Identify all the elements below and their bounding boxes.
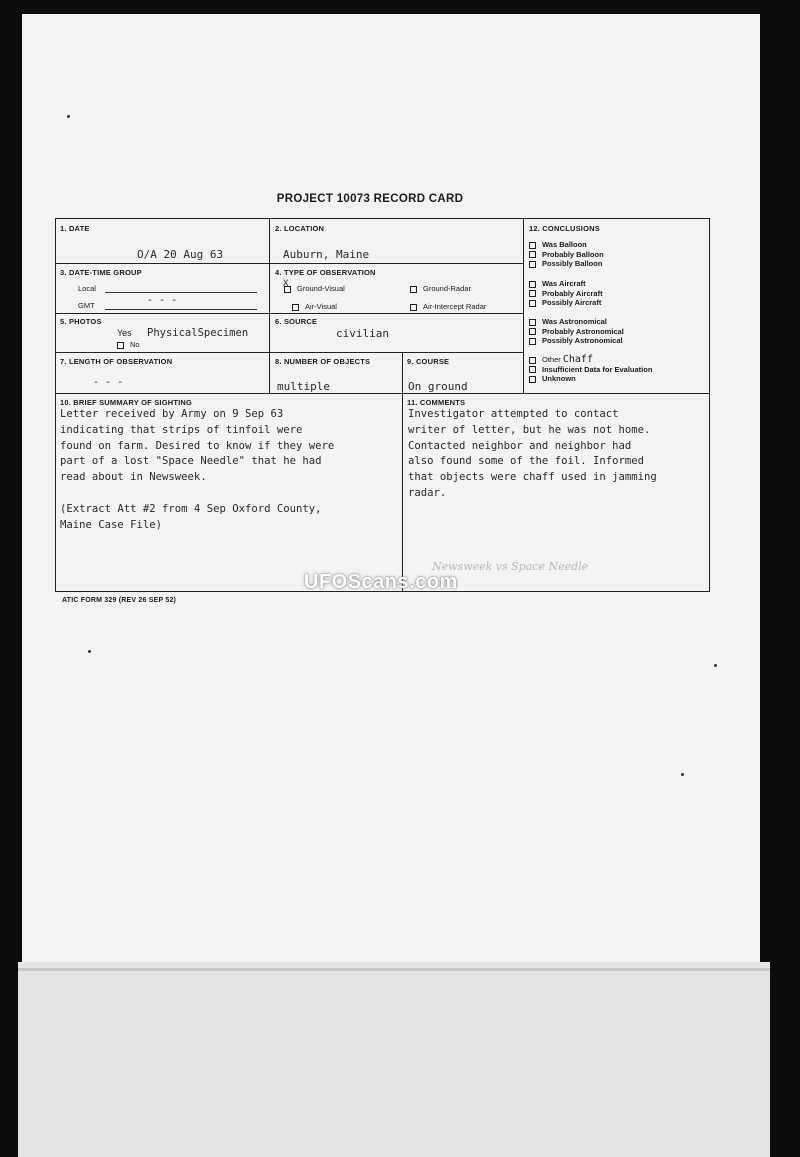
course-label: 9. COURSE xyxy=(407,357,450,366)
gmt-value: - - - xyxy=(147,295,178,306)
checkbox-icon xyxy=(529,290,536,297)
rule-2 xyxy=(55,313,524,314)
vrule-2 xyxy=(523,218,524,393)
checkbox-icon xyxy=(529,366,536,373)
was-astronomical[interactable] xyxy=(529,317,624,327)
possibly-aircraft-label: Possibly Aircraft xyxy=(542,298,602,307)
gmt-line xyxy=(105,309,257,310)
photos-no[interactable] xyxy=(117,340,140,349)
faint-note: Newsweek vs Space Needle xyxy=(432,560,589,573)
obs-air-radar-label: Air-Intercept Radar xyxy=(423,302,487,311)
possibly-astronomical[interactable] xyxy=(529,336,624,346)
rule-3 xyxy=(55,352,524,353)
summary-label: 10. BRIEF SUMMARY OF SIGHTING xyxy=(60,398,193,407)
objects-label: 8. NUMBER OF OBJECTS xyxy=(275,357,371,366)
probably-aircraft-label: Probably Aircraft xyxy=(542,288,603,298)
was-balloon[interactable] xyxy=(529,240,604,250)
card-title: PROJECT 10073 RECORD CARD xyxy=(276,193,464,205)
checkbox-icon xyxy=(529,251,536,258)
checkbox-icon xyxy=(529,376,536,383)
date-label: 1. DATE xyxy=(60,224,90,233)
checkbox-icon xyxy=(529,300,536,307)
photos-no-label: No xyxy=(130,340,140,349)
other-label: Other xyxy=(542,355,561,364)
possibly-balloon-label: Possibly Balloon xyxy=(542,259,603,268)
possibly-balloon[interactable] xyxy=(529,259,604,269)
unknown-label: Unknown xyxy=(542,374,576,383)
rule-4 xyxy=(55,393,710,394)
other-value: Chaff xyxy=(562,354,593,365)
probably-astronomical[interactable] xyxy=(529,327,624,337)
obs-air-visual[interactable] xyxy=(292,302,337,311)
possibly-astronomical-label: Possibly Astronomical xyxy=(542,336,623,345)
watermark: UFOScans.com xyxy=(304,571,458,593)
obs-air-visual-label: Air-Visual xyxy=(305,302,337,311)
physical-specimen: PhysicalSpecimen xyxy=(147,327,249,339)
vrule-1 xyxy=(269,218,270,393)
obs-selected-mark: X xyxy=(283,279,289,289)
speck xyxy=(88,650,91,653)
checkbox-icon xyxy=(529,242,536,249)
dtg-label: 3. DATE-TIME GROUP xyxy=(60,268,142,277)
speck xyxy=(681,773,684,776)
conclusions-balloon-group xyxy=(529,240,604,269)
was-balloon-label: Was Balloon xyxy=(542,240,587,249)
conclusions-other-group xyxy=(529,355,652,384)
checkbox-icon xyxy=(529,328,536,335)
checkbox-icon xyxy=(117,342,124,349)
was-astronomical-label: Was Astronomical xyxy=(542,317,607,326)
length-value: - - - xyxy=(93,377,124,388)
was-aircraft[interactable] xyxy=(529,279,603,289)
length-label: 7. LENGTH OF OBSERVATION xyxy=(60,357,173,366)
source-value: civilian xyxy=(336,327,389,340)
objects-value: multiple xyxy=(277,380,330,393)
local-label: Local xyxy=(78,284,96,293)
probably-astronomical-label: Probably Astronomical xyxy=(542,326,624,336)
source-label: 6. SOURCE xyxy=(275,317,318,326)
location-label: 2. LOCATION xyxy=(275,224,325,233)
checkbox-icon xyxy=(529,357,536,364)
obs-ground-visual-label: Ground-Visual xyxy=(297,284,345,293)
date-value: O/A 20 Aug 63 xyxy=(137,248,224,261)
obs-ground-radar[interactable] xyxy=(410,284,471,293)
insufficient-data-label: Insufficient Data for Evaluation xyxy=(542,364,653,374)
conclusions-astronomical-group xyxy=(529,317,624,346)
possibly-aircraft[interactable] xyxy=(529,298,603,308)
checkbox-icon xyxy=(292,304,299,311)
comments-label: 11. COMMENTS xyxy=(407,398,466,407)
comments-text: Investigator attempted to contact writer of letter, but he was not home. Contacted neighbor and neighbor had also found some of the foil. Informed that objects were chaff used in jamming radar. xyxy=(408,408,657,499)
local-line xyxy=(105,292,257,293)
was-aircraft-label: Was Aircraft xyxy=(542,279,586,288)
gmt-label: GMT xyxy=(78,301,95,310)
checkbox-icon xyxy=(410,286,417,293)
rule-1 xyxy=(55,263,524,264)
checkbox-icon xyxy=(529,281,536,288)
back-sheet xyxy=(18,962,770,1157)
vrule-3 xyxy=(402,352,403,592)
probably-balloon[interactable] xyxy=(529,250,604,260)
course-value: On ground xyxy=(408,380,468,393)
other-option[interactable] xyxy=(529,355,652,365)
photos-label: 5. PHOTOS xyxy=(60,317,102,326)
speck xyxy=(714,664,717,667)
insufficient-data[interactable] xyxy=(529,365,652,375)
speck xyxy=(67,115,70,118)
unknown[interactable] xyxy=(529,374,652,384)
checkbox-icon xyxy=(529,319,536,326)
conclusions-label: 12. CONCLUSIONS xyxy=(529,224,600,233)
checkbox-icon xyxy=(529,261,536,268)
probably-aircraft[interactable] xyxy=(529,289,603,299)
observation-label: 4. TYPE OF OBSERVATION xyxy=(275,268,376,277)
photos-yes: Yes xyxy=(117,328,132,338)
probably-balloon-label: Probably Balloon xyxy=(542,249,604,259)
location-value: Auburn, Maine xyxy=(283,248,370,261)
sheet-edge xyxy=(18,968,770,971)
checkbox-icon xyxy=(529,338,536,345)
checkbox-icon xyxy=(410,304,417,311)
obs-ground-visual[interactable] xyxy=(284,284,345,293)
form-id: ATIC FORM 329 (REV 26 SEP 52) xyxy=(62,597,177,604)
conclusions-aircraft-group xyxy=(529,279,603,308)
obs-ground-radar-label: Ground-Radar xyxy=(423,284,471,293)
summary-text: Letter received by Army on 9 Sep 63 indicating that strips of tinfoil were found on farm. Desired to know if they were part of a lost "Space Needle" that he had read about in Newsweek. (Extract Att #2 from 4 Sep Oxford County, Maine Case File) xyxy=(60,408,335,531)
obs-air-radar[interactable] xyxy=(410,302,486,311)
